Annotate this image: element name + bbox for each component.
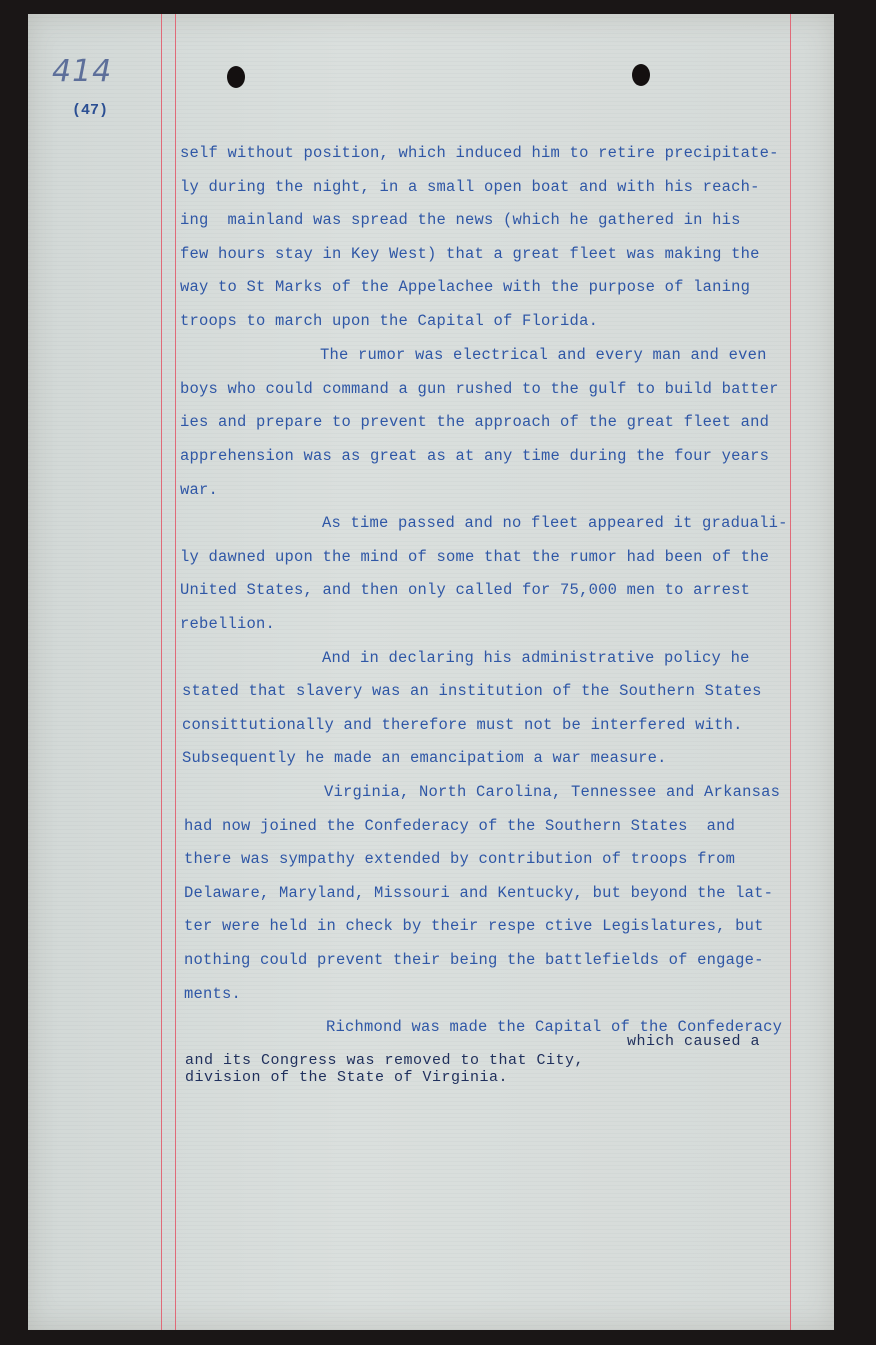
text-line: troops to march upon the Capital of Florida.	[180, 312, 599, 330]
text-line: stated that slavery was an institution of the Southern States	[182, 682, 762, 700]
text-line: ments.	[184, 985, 242, 1003]
page-number: (47)	[72, 102, 109, 119]
text-line: United States, and then only called for 75,000 men to arrest	[180, 581, 751, 599]
text-line: there was sympathy extended by contribution of troops from	[184, 850, 736, 868]
text-line: And in declaring his administrative policy he	[322, 649, 750, 667]
document-page	[28, 14, 834, 1330]
text-line: The rumor was electrical and every man and even	[320, 346, 767, 364]
text-line: ly dawned upon the mind of some that the rumor had been of the	[180, 548, 770, 566]
text-line: ies and prepare to prevent the approach of the great fleet and	[180, 413, 770, 431]
left-margin-rule	[161, 14, 162, 1330]
text-line: consittutionally and therefore must not be interfered with.	[182, 716, 743, 734]
text-line: Virginia, North Carolina, Tennessee and Arkansas	[324, 783, 781, 801]
text-line: self without position, which induced him to retire precipitate-	[180, 144, 779, 162]
typed-addition-line: which caused a	[627, 1033, 761, 1050]
text-line: ter were held in check by their respe ctive Legislatures, but	[184, 917, 764, 935]
text-line: nothing could prevent their being the battlefields of engage-	[184, 951, 764, 969]
punch-hole-right	[632, 64, 650, 86]
text-line: Delaware, Maryland, Missouri and Kentucky, but beyond the lat-	[184, 884, 774, 902]
text-line: Subsequently he made an emancipatiom a war measure.	[182, 749, 667, 767]
punch-hole-left	[227, 66, 245, 88]
text-line: boys who could command a gun rushed to the gulf to build batter	[180, 380, 779, 398]
text-line: apprehension was as great as at any time during the four years	[180, 447, 770, 465]
text-line: Richmond was made the Capital of the Confederacy	[326, 1018, 783, 1036]
text-line: ing mainland was spread the news (which he gathered in his	[180, 211, 741, 229]
text-line: way to St Marks of the Appelachee with the purpose of laning	[180, 278, 751, 296]
left-margin-rule-inner	[175, 14, 176, 1330]
text-line: ly during the night, in a small open boat and with his reach-	[180, 178, 760, 196]
text-line: As time passed and no fleet appeared it graduali-	[322, 514, 788, 532]
text-line: had now joined the Confederacy of the Southern States and	[184, 817, 736, 835]
text-line: rebellion.	[180, 615, 276, 633]
typed-addition-line: and its Congress was removed to that City,	[185, 1052, 585, 1069]
right-margin-rule	[790, 14, 791, 1330]
text-line: war.	[180, 481, 219, 499]
text-line: few hours stay in Key West) that a great fleet was making the	[180, 245, 760, 263]
handwritten-folio-number: 414	[52, 54, 113, 89]
typed-addition-line: division of the State of Virginia.	[185, 1069, 509, 1086]
